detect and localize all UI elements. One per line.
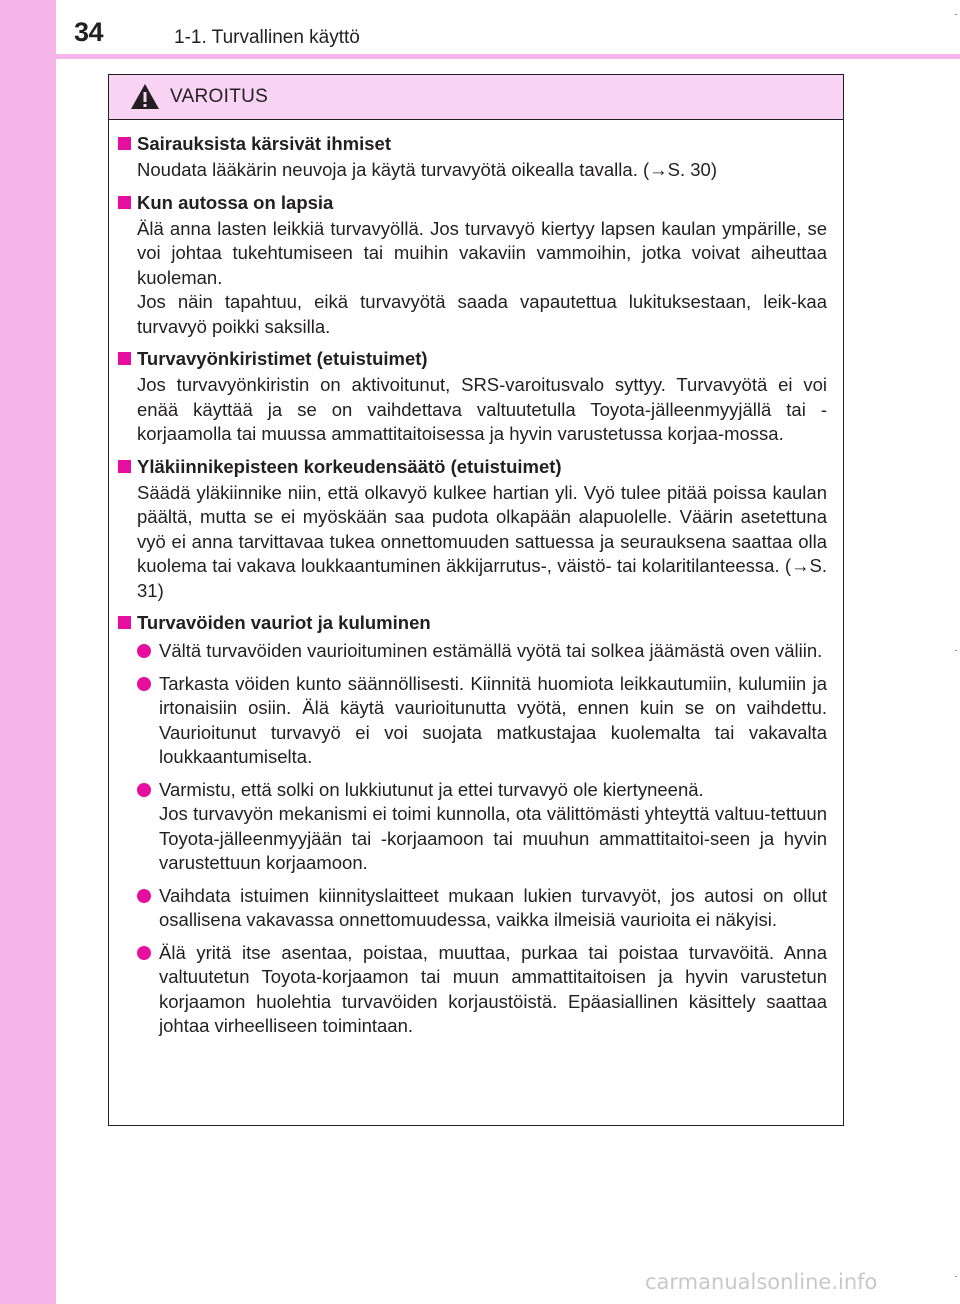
round-bullet-icon — [137, 946, 151, 960]
bullet-item: Vältä turvavöiden vaurioituminen estämällä vyötä tai solkea jäämästä oven väliin. — [113, 639, 827, 664]
crop-mark — [955, 1276, 957, 1277]
warning-triangle-icon — [130, 83, 160, 110]
section-paragraph: Noudata lääkärin neuvoja ja käytä turvavyötä oikealla tavalla. (→S. 30) — [137, 159, 717, 180]
warning-label: VAROITUS — [170, 86, 269, 107]
square-bullet-icon — [118, 352, 131, 365]
bullet-item: Varmistu, että solki on lukkiutunut ja ettei turvavyö ole kiertyneenä. Jos turvavyön mekanismi ei toimi kunnolla, ota välittömästi yhteyttä valtuu-tettuun Toyota-jälleenmyyjään tai -korjaamoon tai muuhun ammattitaitoi-seen ja hyvin varustettuun korjaamoon. — [113, 778, 827, 876]
section-paragraph: Jos turvavyönkiristin on aktivoitunut, SRS-varoitusvalo syttyy. Turvavyötä ei voi enää käyttää ja se on vaihdettava valtuutetulla Toyota-jälleenmyyjällä tai -korjaamolla tai muussa ammattitaitoisessa ja hyvin varustetussa korjaa-mossa. — [137, 374, 827, 444]
section-title: 1-1. Turvallinen käyttö — [174, 27, 360, 48]
section-belt-damage — [113, 611, 827, 1039]
warning-box — [108, 74, 844, 1126]
section-children — [113, 191, 827, 340]
section-anchor-height — [113, 455, 827, 604]
bullet-item: Vaihdata istuimen kiinnityslaitteet mukaan lukien turvavyöt, jos autosi on ollut osallisena vakavassa onnettomuudessa, vaikka ilmeisiä vaurioita ei näkyisi. — [113, 884, 827, 933]
bullet-item: Älä yritä itse asentaa, poistaa, muuttaa, purkaa tai poistaa turvavöitä. Anna valtuutetun Toyota-korjaamon tai muun ammattitaitoisen ja hyvin varustetun korjaamon huolehtia turvavöiden korjaustöistä. Epäasiallinen käsittely saattaa johtaa virheelliseen toimintaan. — [113, 941, 827, 1039]
section-heading: Sairauksista kärsivät ihmiset — [113, 132, 827, 158]
section-paragraph: Älä anna lasten leikkiä turvavyöllä. Jos turvavyö kiertyy lapsen kaulan ympärille, se voi johtaa tukehtumiseen tai muihin vakaviin vammoihin, jotka voivat aiheuttaa kuoleman. — [137, 217, 827, 288]
square-bullet-icon — [118, 137, 131, 150]
page-number: 34 — [74, 17, 104, 47]
side-color-strip — [0, 0, 56, 1304]
section-pretensioners — [113, 347, 827, 447]
section-illness — [113, 132, 827, 183]
round-bullet-icon — [137, 783, 151, 797]
section-heading: Kun autossa on lapsia — [113, 191, 827, 217]
square-bullet-icon — [118, 616, 131, 629]
section-heading: Turvavyönkiristimet (etuistuimet) — [113, 347, 827, 373]
round-bullet-icon — [137, 644, 151, 658]
round-bullet-icon — [137, 677, 151, 691]
crop-mark — [955, 650, 957, 651]
watermark: carmanualsonline.info — [645, 1270, 878, 1294]
section-paragraph: Jos näin tapahtuu, eikä turvavyötä saada vapautettua lukituksestaan, leik-kaa turvavyö poikki saksilla. — [137, 291, 827, 337]
section-heading: Turvavöiden vauriot ja kuluminen — [113, 611, 827, 637]
warning-body — [109, 120, 843, 1039]
square-bullet-icon — [118, 196, 131, 209]
round-bullet-icon — [137, 889, 151, 903]
section-heading: Yläkiinnikepisteen korkeudensäätö (etuistuimet) — [113, 455, 827, 481]
square-bullet-icon — [118, 460, 131, 473]
bullet-item: Tarkasta vöiden kunto säännöllisesti. Kiinnitä huomiota leikkautumiin, kulumiin ja irtonaisiin osiin. Älä käytä vaurioitunutta vyötä, ennen kuin se on vaihdettu. Vaurioitunut turvavyö ei voi suojata matkustajaa kuolemalta tai vakavalta loukkaantumiselta. — [113, 672, 827, 770]
warning-header — [109, 75, 843, 120]
crop-mark — [955, 14, 957, 15]
section-paragraph: Säädä yläkiinnike niin, että olkavyö kulkee hartian yli. Vyö tulee pitää poissa kaulan päältä, mutta se ei myöskään saa pudota olkapään alapuolelle. Väärin asetettuna vyö ei anna tarvittavaa tukea onnettomuuden sattuessa ja seurauksena saattaa olla kuolema tai vakava loukkaantuminen äkkijarrutus-, väistö- tai kolaritilanteessa. (→S. 31) — [137, 481, 827, 601]
header-rule — [56, 54, 960, 59]
